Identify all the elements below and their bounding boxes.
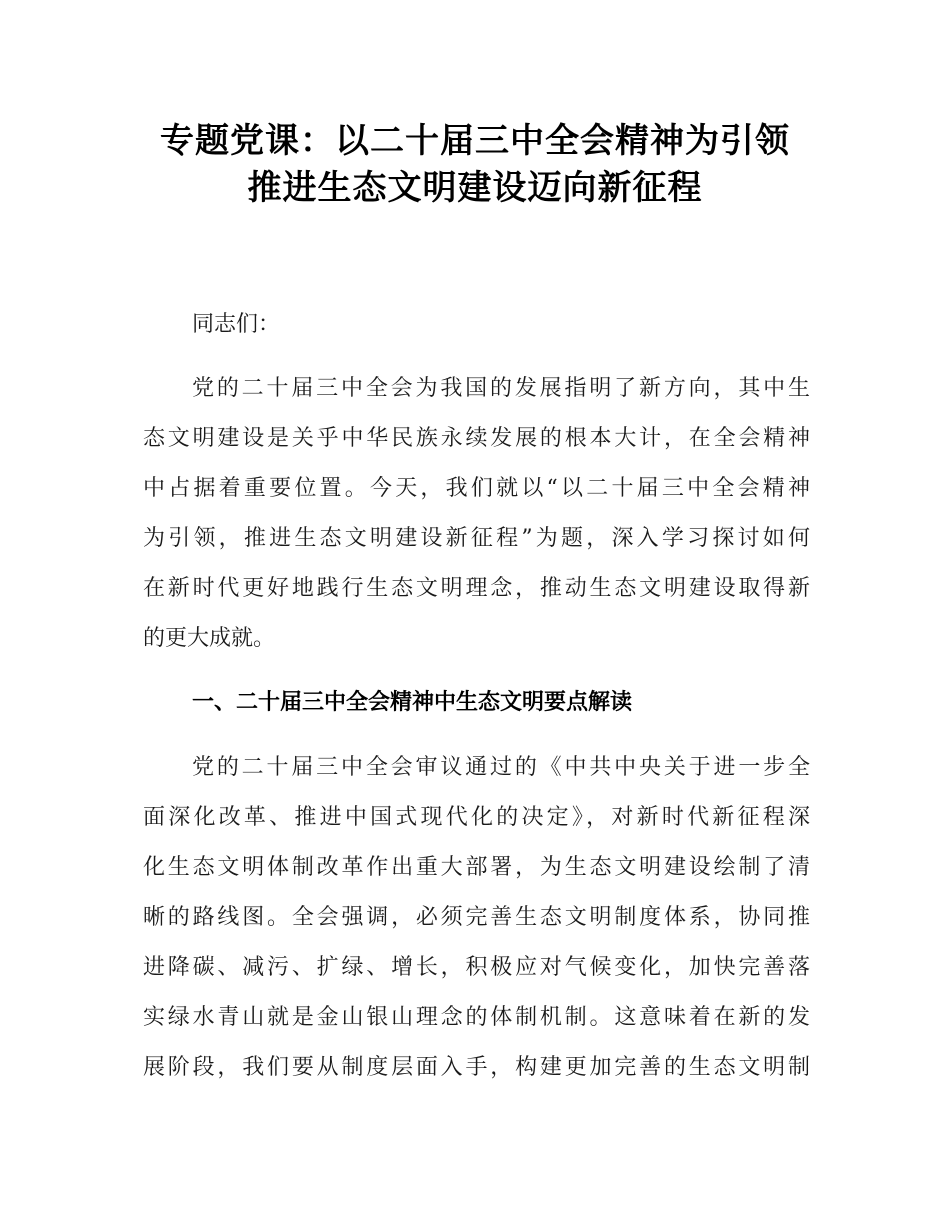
intro-paragraph-line: 为引领，推进生态文明建设新征程”为题，深入学习探讨如何 [143,526,810,551]
section-paragraph-line: 进降碳、减污、扩绿、增长，积极应对气候变化，加快完善落 [143,955,810,980]
section-paragraph-line: 化生态文明体制改革作出重大部署，为生态文明建设绘制了清 [143,855,810,880]
intro-paragraph-line: 态文明建设是关乎中华民族永续发展的根本大计，在全会精神 [143,426,810,451]
document-title-line-1: 专题党课：以二十届三中全会精神为引领 [160,121,790,161]
section-heading: 一、二十届三中全会精神中生态文明要点解读 [192,690,633,715]
section-paragraph-line: 展阶段，我们要从制度层面入手，构建更加完善的生态文明制 [143,1055,810,1080]
intro-paragraph-line: 党的二十届三中全会为我国的发展指明了新方向，其中生 [192,376,810,401]
intro-paragraph-line: 在新时代更好地践行生态文明理念，推动生态文明建设取得新 [143,576,810,601]
section-paragraph-line: 实绿水青山就是金山银山理念的体制机制。这意味着在新的发 [143,1005,810,1030]
section-paragraph-line: 党的二十届三中全会审议通过的《中共中央关于进一步全 [192,755,810,780]
section-paragraph-line: 晰的路线图。全会强调，必须完善生态文明制度体系，协同推 [143,905,810,930]
salutation: 同志们： [192,312,281,337]
intro-paragraph-line: 中占据着重要位置。今天，我们就以“以二十届三中全会精神 [143,476,810,501]
intro-paragraph-line: 的更大成就。 [143,626,276,651]
document-title-line-2: 推进生态文明建设迈向新征程 [247,168,703,208]
section-paragraph-line: 面深化改革、推进中国式现代化的决定》，对新时代新征程深 [143,805,810,830]
